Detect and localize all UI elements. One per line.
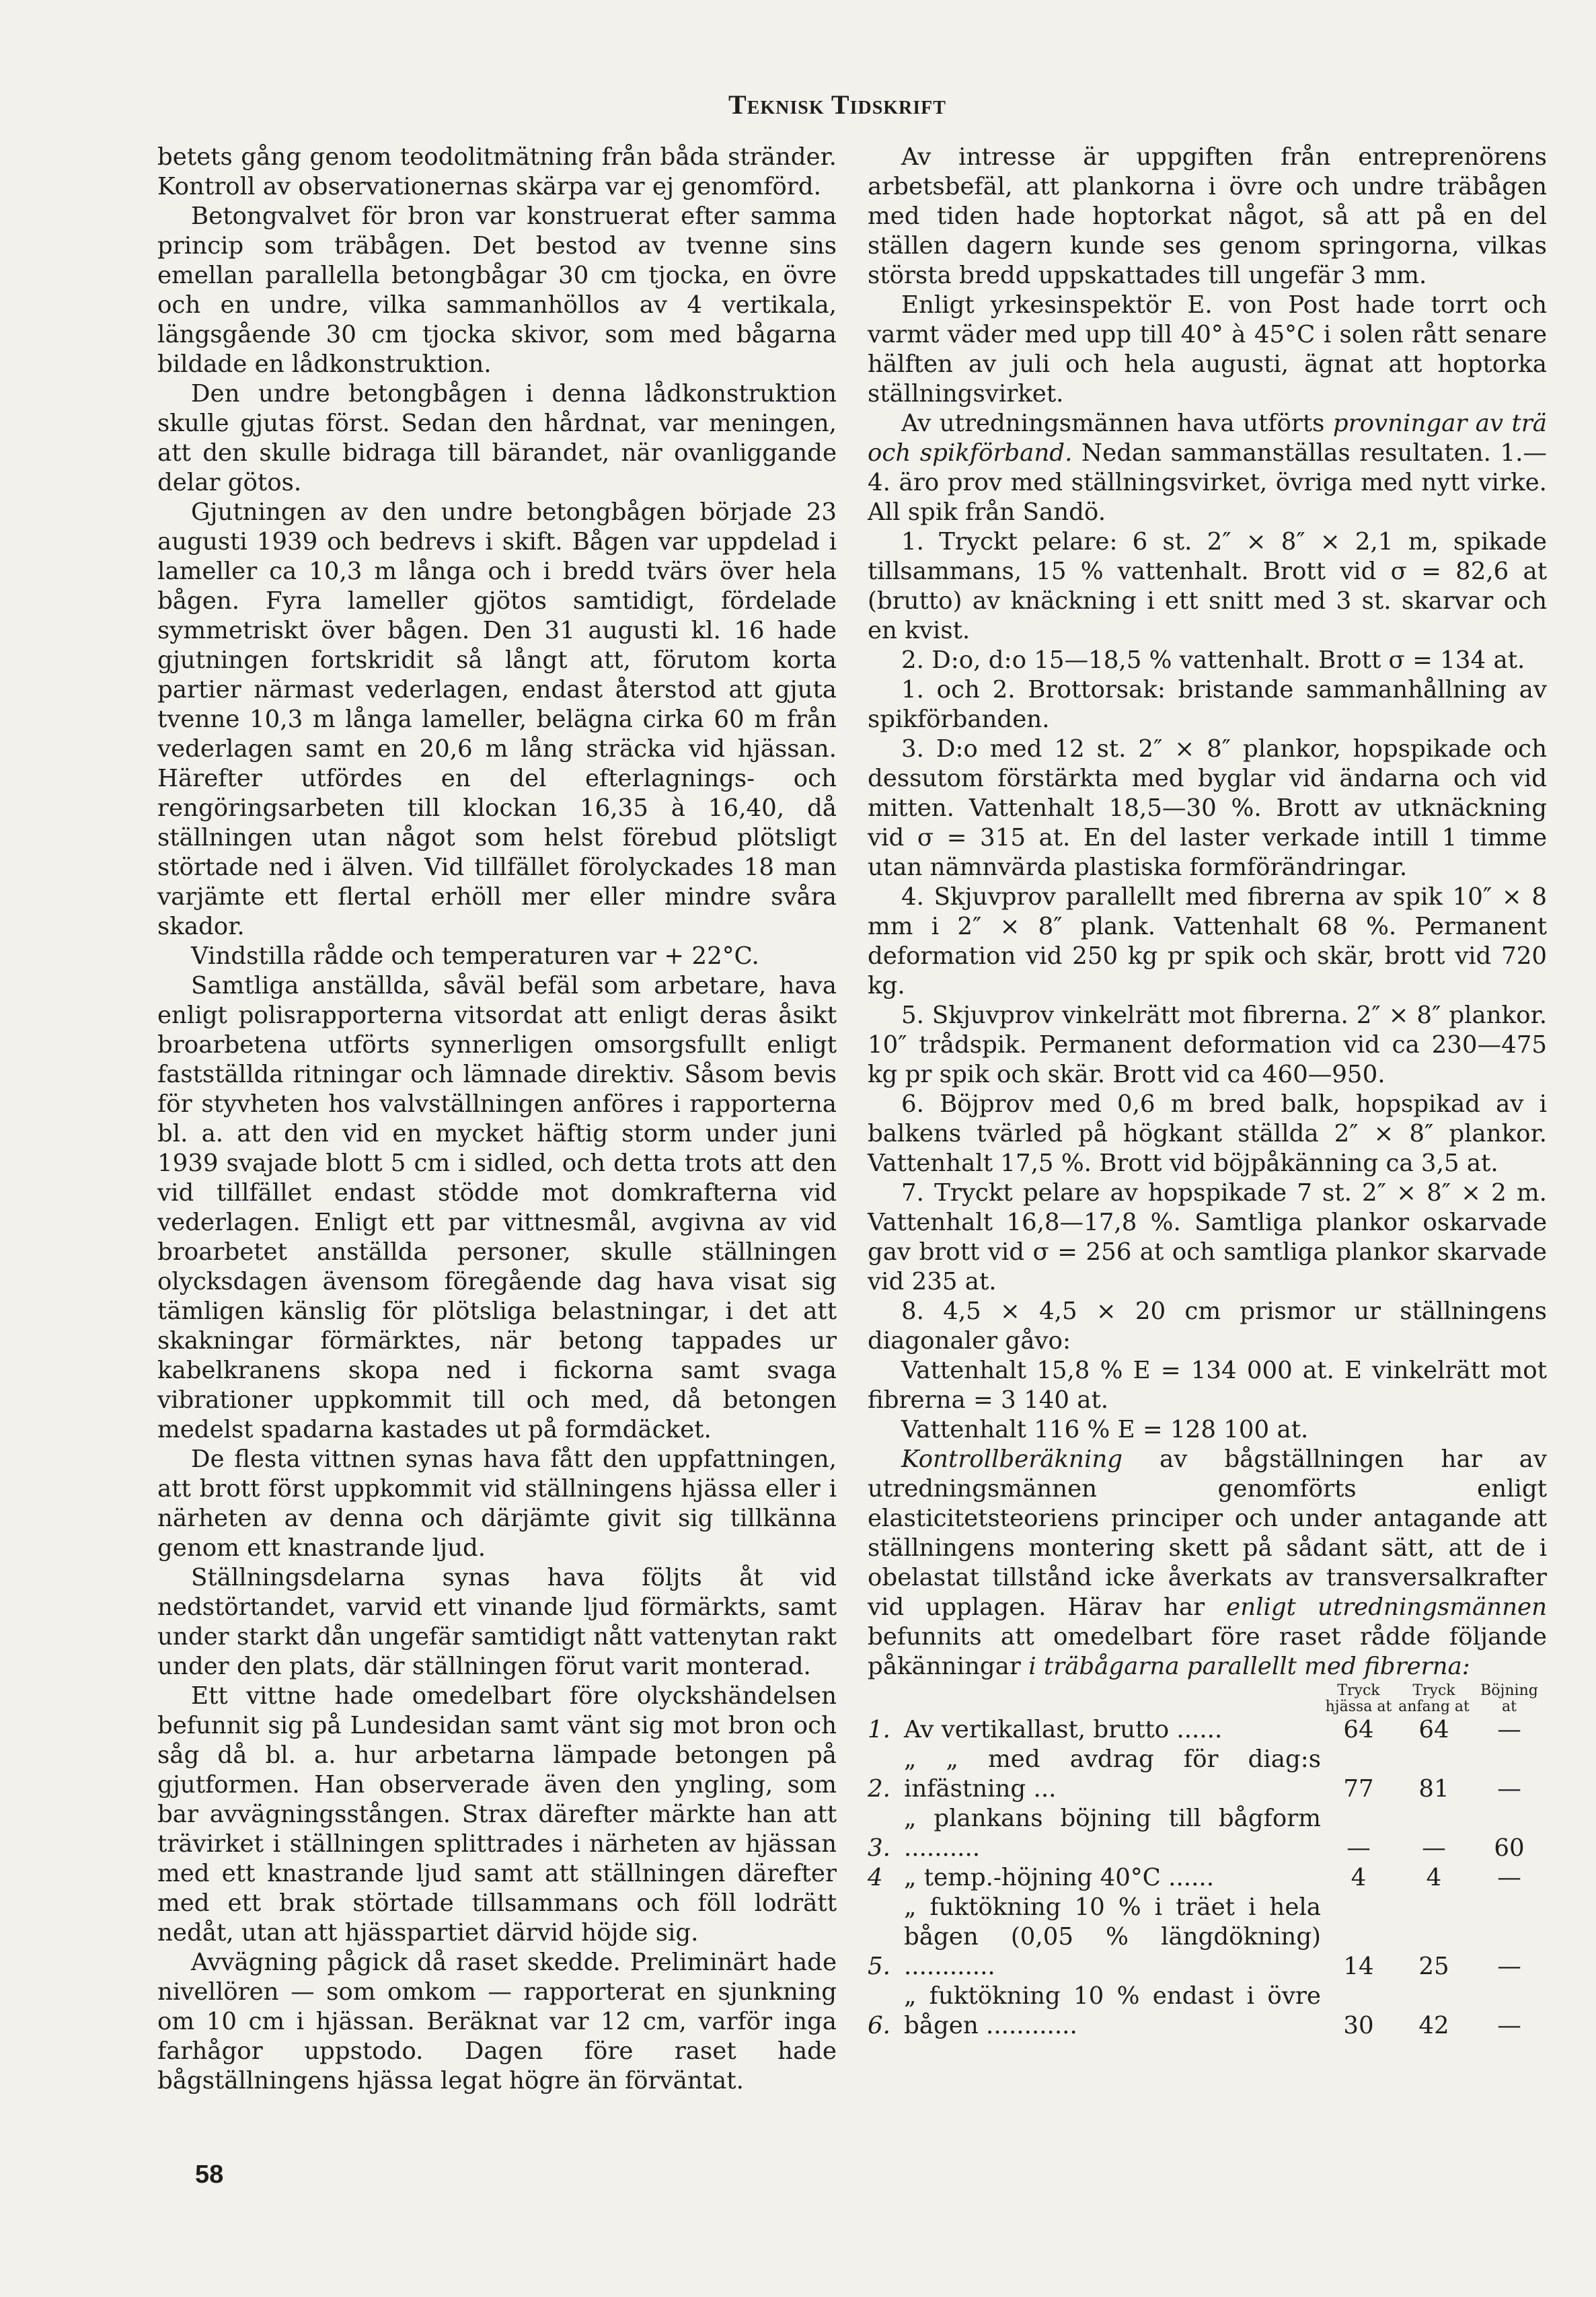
test-item: 1. och 2. Brottorsak: bristande sammanhållning av spikförbanden. [868,676,1547,733]
cell-hjassa: 14 [1343,1953,1374,1980]
column-header: Böjning at [1480,1682,1538,1715]
paragraph: Av intresse är uppgiften från entreprenörens arbetsbefäl, att plankorna i övre och undre träbågen med tiden hade hoptorkat något, så att på en del ställen dagern kunde ses genom springorna, vilkas största bredd uppskattades till ungefär 3 mm. [868,143,1547,289]
test-item: 2. D:o, d:o 15—18,5 % vattenhalt. Brott σ = 134 at. [901,646,1525,674]
cell-hjassa: 4 [1351,1864,1367,1891]
cell-bojning: — [1497,1716,1521,1743]
row-description: „ temp.-höjning 40°C ...... [904,1864,1215,1891]
row-number: 5. [868,1953,890,1980]
test8-line: Vattenhalt 15,8 % E = 134 000 at. E vinkelrätt mot fibrerna = 3 140 at. [868,1357,1547,1414]
test-item: 3. D:o med 12 st. 2″ × 8″ plankor, hopspikade och dessutom förstärkta med byglar vid ändarna och vid mitten. Vattenhalt 18,5—30 %. Brott av utknäckning vid σ = 315 at. En del laster verkade intill 1 timme utan nämnvärda plastiska formförändringar. [868,735,1547,881]
cell-hjassa: 64 [1343,1716,1374,1743]
column-header: Tryck hjässa at [1325,1682,1392,1715]
test-item: 5. Skjuvprov vinkelrätt mot fibrerna. 2″ × 8″ plankor. 10″ trådspik. Permanent deformation vid ca 230—475 kg pr spik och skär. Brott vid ca 460—950. [868,1002,1547,1088]
emphasis: provningar av trä och spikförband. [868,410,1547,467]
row-description: „ „ med avdrag för diag:s infästning ... [904,1745,1321,1803]
test8-line: Vattenhalt 116 % E = 128 100 at. [901,1416,1309,1443]
cell-anfang: 4 [1426,1864,1442,1891]
table-row [868,1863,1547,1893]
text-run: Av utredningsmännen hava utförts [901,410,1333,437]
test-item: 1. Tryckt pelare: 6 st. 2″ × 8″ × 2,1 m, spikade tillsammans, 15 % vattenhalt. Brott vid σ = 82,6 at (brutto) av knäckning i ett snitt med 3 st. skarvar och en kvist. [868,528,1547,644]
cell-anfang: 25 [1418,1953,1449,1980]
cell-anfang: 42 [1418,2012,1449,2039]
table-row [868,1893,1547,1982]
cell-hjassa: — [1346,1834,1371,1862]
row-number: 6. [868,2012,890,2039]
row-description: Av vertikallast, brutto ...... [904,1716,1223,1743]
control-paragraph [868,1445,1547,1682]
table-header-row [868,1683,1547,1715]
row-number: 1. [868,1716,890,1743]
paragraph: Den undre betongbågen i denna lådkonstruktion skulle gjutas först. Sedan den hårdnat, var meningen, att den skulle bidraga till bärandet, när ovanliggande delar götos. [157,380,837,496]
text-run: befunnits att omedelbart före raset rådde följande påkänningar [868,1623,1547,1680]
test-item: 4. Skjuvprov parallellt med fibrerna av spik 10″ × 8 mm i 2″ × 8″ plank. Vattenhalt 68 %. Permanent deformation vid 250 kg pr spik och skär, brott vid 720 kg. [868,883,1547,1000]
row-number: 2. [868,1775,890,1803]
cell-anfang: 64 [1418,1716,1449,1743]
paragraph: Vindstilla rådde och temperaturen var + 22°C. [191,942,759,970]
row-description: „ fuktökning 10 % endast i övre bågen ............ [904,1982,1321,2039]
paragraph: betets gång genom teodolitmätning från båda stränder. Kontroll av observationernas skärpa var ej genomförd. [157,143,837,200]
text-run: Nedan sammanställas resultaten. 1.—4. äro prov med ställningsvirket, övriga med nytt virke. All spik från Sandö. [868,439,1547,526]
left-column [157,143,837,2096]
column-header: Tryck anfang at [1398,1682,1470,1715]
table-row [868,1982,1547,2041]
row-description: „ fuktökning 10 % i träet i hela bågen (0,05 % längdökning) ............ [904,1893,1321,1980]
row-number: 4 [868,1864,883,1891]
paragraph: Betongvalvet för bron var konstruerat efter samma princip som träbågen. Det bestod av tvenne sins emellan parallella betongbågar 30 cm tjocka, en övre och en undre, vilka sammanhöllos av 4 vertikala, längsgående 30 cm tjocka skivor, som med bågarna bildade en lådkonstruktion. [157,202,837,378]
paragraph: Ett vittne hade omedelbart före olyckshändelsen befunnit sig på Lundesidan samt vänt sig mot bron och såg då bl. a. hur arbetarna lämpade betongen på gjutformen. Han observerade även den yngling, som bar avvägningsstången. Strax därefter märkte han att trävirket i ställningen splittrades i närheten av hjässan med ett knastrande ljud samt att ställningen därefter med ett brak störtade tillsammans och föll lodrätt nedåt, utan att hjässpartiet därvid höjde sig. [157,1682,837,1947]
table-row [868,1745,1547,1804]
row-description: „ plankans böjning till bågform .......... [904,1805,1321,1862]
tests-intro-paragraph [868,409,1547,527]
paragraph: De flesta vittnen synas hava fått den uppfattningen, att brott först uppkommit vid ställningens hjässa eller i närheten av denna och därjämte givit sig tillkänna genom ett knastrande ljud. [157,1445,837,1562]
right-column [868,143,1547,2041]
table-row [868,1804,1547,1863]
journal-header: Teknisk Tidskrift [728,89,946,120]
cell-bojning: — [1497,1775,1521,1803]
paragraph: Avvägning pågick då raset skedde. Preliminärt hade nivellören — som omkom — rapporterat en sjunkning om 10 cm i hjässan. Beräknat var 12 cm, varför inga farhågor uppstodo. Dagen före raset hade bågställningens hjässa legat högre än förväntat. [157,1949,837,2095]
cell-hjassa: 77 [1343,1775,1374,1803]
paragraph: Samtliga anställda, såväl befäl som arbetare, hava enligt polisrapporterna vitsordat att enligt deras åsikt broarbetena utförts synnerligen omsorgsfullt enligt fastställda ritningar och lämnade direktiv. Såsom bevis för styvheten hos valvställningen anföres i rapporterna bl. a. att den vid en mycket häftig storm under juni 1939 svajade blott 5 cm i sidled, och detta trots att den vid tillfället endast stödde mot domkrafterna vid vederlagen. Enligt ett par vittnesmål, avgivna av vid broarbetet anställda personer, skulle ställningen olycksdagen ävensom föregående dag hava visat sig tämligen känslig för plötsliga belastningar, i det att skakningar förmärktes, när betong tappades ur kabelkranens skopa ned i fickorna samt svaga vibrationer uppkommit till och med, då betongen medelst spadarna kastades ut på formdäcket. [157,972,837,1443]
table-row [868,1715,1547,1745]
emphasis: i träbågarna parallellt med fibrerna: [1028,1653,1470,1680]
cell-hjassa: 30 [1343,2012,1374,2039]
test-item: 8. 4,5 × 4,5 × 20 cm prismor ur ställningens diagonaler gåvo: [868,1297,1547,1355]
stress-table-wrapper [868,1683,1547,2041]
cell-anfang: — [1422,1834,1446,1862]
test-item: 6. Böjprov med 0,6 m bred balk, hopspikad av i balkens tvärled på högkant ställda 2″ × 8″ plankor. Vattenhalt 17,5 %. Brott vid böjpåkänning ca 3,5 at. [868,1090,1547,1177]
cell-bojning: 60 [1494,1834,1525,1862]
emphasis: enligt utredningsmännen [1226,1593,1547,1621]
paragraph: Enligt yrkesinspektör E. von Post hade torrt och varmt väder med upp till 40° à 45°C i solen rått senare hälften av juli och hela augusti, ägnat att hoptorka ställningsvirket. [868,291,1547,408]
row-number: 3. [868,1834,890,1862]
cell-anfang: 81 [1418,1775,1449,1803]
cell-bojning: — [1497,1864,1521,1891]
emphasis: Kontrollberäkning [901,1445,1123,1473]
test-item: 7. Tryckt pelare av hopspikade 7 st. 2″ × 8″ × 2 m. Vattenhalt 16,8—17,8 %. Samtliga plankor oskarvade gav brott vid σ = 256 at och samtliga plankor skarvade vid 235 at. [868,1179,1547,1295]
text-run: av bågställningen har av utredningsmännen genomförts enligt elasticitetsteoriens principer och under antagande att ställningens montering skett på sådant sätt, att de i obelastat tillstånd icke åverkats av transversalkrafter vid upplagen. Härav har [868,1445,1547,1621]
page-number: 58 [195,2160,224,2189]
cell-bojning: — [1497,1953,1521,1980]
cell-bojning: — [1497,2012,1521,2039]
paragraph: Ställningsdelarna synas hava följts åt vid nedstörtandet, varvid ett vinande ljud förmärkts, samt under starkt dån ungefär samtidigt nått vattenytan rakt under den plats, där ställningen förut varit monterad. [157,1564,837,1680]
paragraph: Gjutningen av den undre betongbågen började 23 augusti 1939 och bedrevs i skift. Bågen var uppdelad i lameller ca 10,3 m långa och i bredd tvärs över hela bågen. Fyra lameller gjötos samtidigt, fördelade symmetriskt över bågen. Den 31 augusti kl. 16 hade gjutningen fortskridit så långt att, förutom korta partier närmast vederlagen, endast återstod att gjuta tvenne 10,3 m långa lameller, belägna cirka 60 m från vederlagen samt en 20,6 m lång sträcka vid hjässan. Härefter utfördes en del efterlagnings- och rengöringsarbeten till klockan 16,35 à 16,40, då ställningen utan något som helst förebud plötsligt störtade ned i älven. Vid tillfället förolyckades 18 man varjämte ett flertal erhöll mer eller mindre svåra skador. [157,498,837,940]
stress-table [868,1683,1547,2041]
